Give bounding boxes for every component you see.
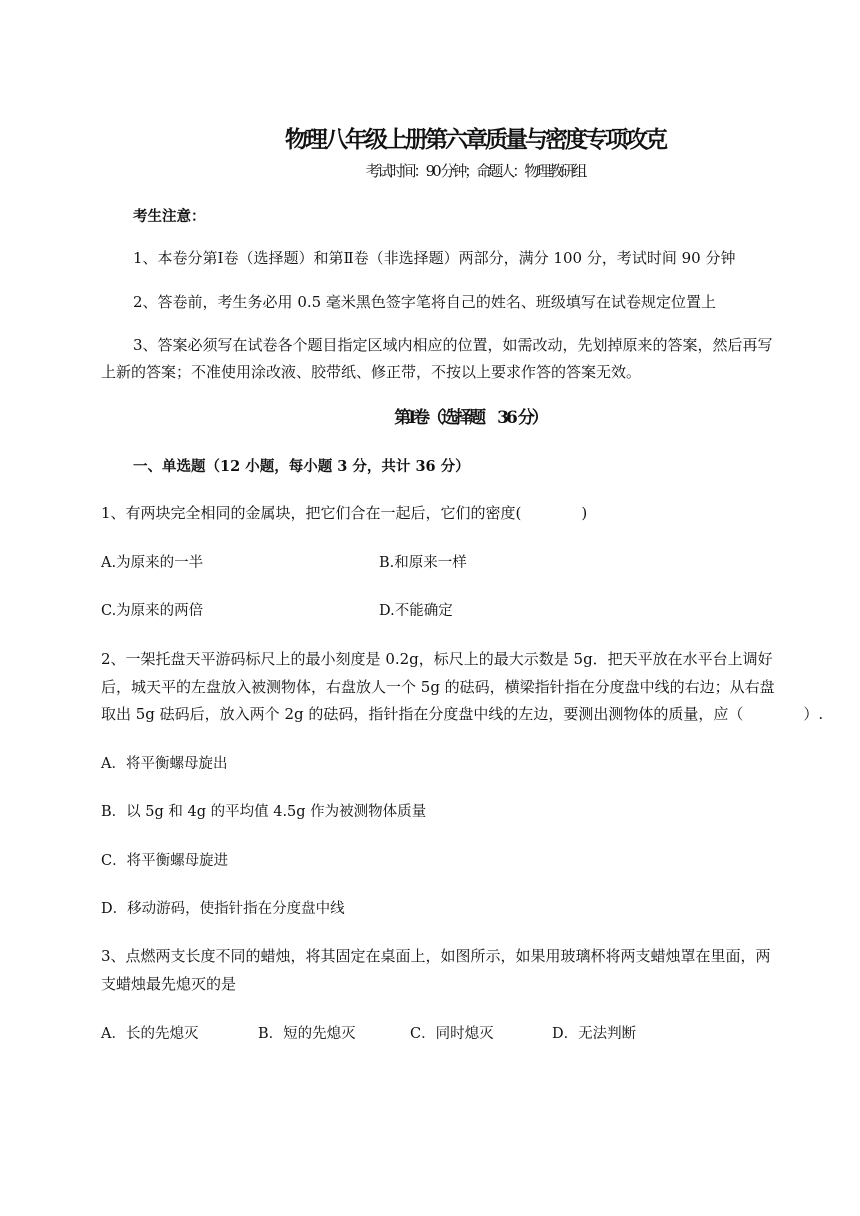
question-2-option-c: C．将平衡螺母旋进: [101, 853, 229, 869]
question-3-stem-line-1: 3、点燃两支长度不同的蜡烛，将其固定在桌面上，如图所示，如果用玻璃杯将两支蜡烛罩在里面，两: [101, 947, 771, 965]
exam-title: 物理八年级上册第六章质量与密度专项攻克: [285, 126, 665, 153]
part-heading: 一、单选题（12 小题，每小题 3 分，共计 36 分）: [133, 458, 470, 475]
question-3-option-c: C．同时熄灭: [410, 1026, 494, 1042]
question-2-stem-line-3: 取出 5g 砝码后，放入两个 2g 的砝码，指针指在分度盘中线的左边，要测出测物体的质量，应（ ）.: [101, 705, 824, 723]
question-1-option-c: C.为原来的两倍: [101, 603, 204, 619]
question-1-option-b: B.和原来一样: [379, 555, 467, 571]
notice-item-3: 3、答案必须写在试卷各个题目指定区域内相应的位置，如需改动，先划掉原来的答案，然后再写: [133, 336, 773, 354]
notice-item-3-cont: 上新的答案；不准使用涂改液、胶带纸、修正带，不按以上要求作答的答案无效。: [101, 363, 642, 381]
question-1-option-d: D.不能确定: [379, 603, 453, 619]
notice-item-1: 1、本卷分第Ⅰ卷（选择题）和第Ⅱ卷（非选择题）两部分，满分 100 分，考试时间 90 分钟: [133, 249, 736, 267]
question-1-stem: 1、有两块完全相同的金属块，把它们合在一起后，它们的密度( ): [101, 504, 588, 522]
question-2-stem-line-1: 2、一架托盘天平游码标尺上的最小刻度是 0.2g，标尺上的最大示数是 5g．把天平放在水平台上调好: [101, 650, 773, 668]
notice-heading: 考生注意：: [133, 208, 206, 225]
question-2-stem-line-2: 后，城天平的左盘放入被测物体，右盘放人一个 5g 的砝码，横梁指针指在分度盘中线的右边；从右盘: [101, 678, 775, 696]
section-title: 第Ⅰ卷（选择题 36 分）: [394, 408, 546, 428]
question-3-option-a: A．长的先熄灭: [101, 1026, 199, 1042]
question-2-option-d: D．移动游码，使指针指在分度盘中线: [101, 901, 345, 917]
notice-item-2: 2、答卷前，考生务必用 0.5 毫米黑色签字笔将自己的姓名、班级填写在试卷规定位置上: [133, 293, 716, 311]
question-3-option-b: B．短的先熄灭: [258, 1026, 356, 1042]
question-1-option-a: A.为原来的一半: [101, 555, 204, 571]
question-2-option-b: B．以 5g 和 4g 的平均值 4.5g 作为被测物体质量: [101, 804, 427, 820]
question-3-option-d: D．无法判断: [552, 1026, 637, 1042]
question-2-option-a: A．将平衡螺母旋出: [101, 756, 228, 772]
question-3-stem-line-2: 支蜡烛最先熄灭的是: [101, 975, 237, 993]
exam-subtitle: 考试时间：90 分钟；命题人：物理教研组: [365, 162, 585, 180]
